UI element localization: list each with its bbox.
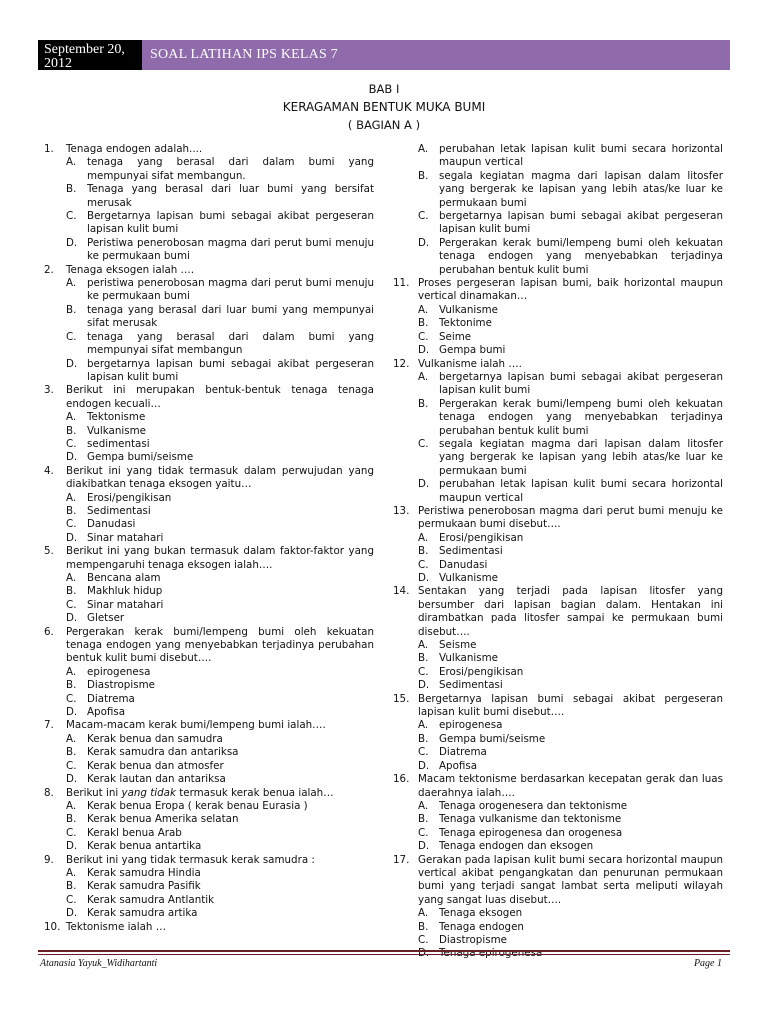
answer-option — [44, 773, 374, 786]
option-text: tenaga yang berasal dari dalam bumi yang mempunyai sifat membangun — [87, 330, 374, 357]
option-letter: B. — [66, 585, 77, 598]
option-text: Seime — [439, 330, 472, 343]
answer-option — [393, 478, 723, 505]
question-text: Berikut ini yang tidak termasuk kerak samudra : — [66, 853, 315, 866]
answer-option — [44, 438, 374, 451]
answer-option — [44, 894, 374, 907]
option-letter: B. — [66, 746, 77, 759]
option-text: Kerak lautan dan antariksa — [87, 773, 226, 786]
option-letter: A. — [66, 866, 77, 879]
footer-divider — [38, 950, 730, 952]
question-number: 4. — [44, 464, 54, 477]
option-letter: B. — [66, 679, 77, 692]
option-text: Tenaga endogen dan eksogen — [439, 840, 594, 853]
option-text: Makhluk hidup — [87, 585, 163, 598]
question-number: 5. — [44, 545, 54, 558]
option-text: epirogenesa — [87, 665, 151, 678]
option-text: Vulkanisme — [439, 652, 498, 665]
answer-option — [44, 492, 374, 505]
option-text: Tenaga vulkanisme dan tektonisme — [439, 813, 622, 826]
option-letter: D. — [66, 706, 78, 719]
part-label: ( BAGIAN A ) — [347, 118, 421, 132]
option-letter: D. — [66, 357, 78, 370]
option-letter: D. — [418, 679, 430, 692]
answer-option — [44, 331, 374, 358]
option-text: Erosi/pengikisan — [439, 665, 524, 678]
answer-option — [393, 210, 723, 237]
answer-option — [44, 277, 374, 304]
answer-option — [393, 840, 723, 853]
answer-option — [393, 921, 723, 934]
option-letter: A. — [66, 799, 77, 812]
option-text: Gletser — [87, 612, 125, 625]
answer-option — [393, 371, 723, 398]
question-text: Pergerakan kerak bumi/lempeng bumi oleh kekuatan tenaga endogen yang menyebabkan terjadinya perubahan bentuk kulit bumi disebut…. — [66, 625, 374, 665]
answer-option — [44, 156, 374, 183]
answer-option — [393, 746, 723, 759]
answer-option — [44, 451, 374, 464]
option-text: Tektonime — [439, 317, 492, 330]
option-text: Tenaga eksogen — [439, 907, 523, 920]
option-letter: A. — [66, 411, 77, 424]
question-item — [393, 693, 723, 720]
answer-option — [393, 344, 723, 357]
answer-option — [44, 840, 374, 853]
answer-option — [393, 532, 723, 545]
question-text: Tektonisme ialah … — [66, 920, 167, 933]
option-letter: C. — [418, 746, 429, 759]
right-column — [393, 143, 723, 961]
option-text: perubahan letak lapisan kulit bumi secara horizontal maupun vertical — [439, 478, 723, 504]
option-text: Kerak benua dan atmosfer — [87, 759, 224, 772]
option-letter: C. — [418, 826, 429, 839]
option-letter: C. — [418, 665, 429, 678]
option-text: epirogenesa — [439, 719, 503, 732]
question-item — [44, 921, 374, 934]
option-letter: C. — [66, 210, 77, 223]
question-item — [393, 505, 723, 532]
option-letter: C. — [418, 210, 429, 223]
option-text: Kerak benua Eropa ( kerak benau Eurasia ) — [87, 799, 308, 812]
answer-option — [393, 652, 723, 665]
option-text: bergetarnya lapisan bumi sebagai akibat pergeseran lapisan kulit bumi — [87, 357, 374, 383]
answer-option — [44, 304, 374, 331]
question-text: Tenaga eksogen ialah .… — [66, 263, 195, 276]
option-letter: A. — [418, 719, 429, 732]
answer-option — [393, 317, 723, 330]
question-text-emphasis: yang tidak — [121, 786, 176, 799]
option-text: Tenaga epirogenesa dan orogenesa — [439, 826, 623, 839]
option-letter: B. — [418, 397, 429, 410]
option-letter: A. — [66, 665, 77, 678]
option-letter: B. — [66, 880, 77, 893]
option-text: Erosi/pengikisan — [87, 491, 172, 504]
option-text: Danudasi — [87, 518, 136, 531]
answer-option — [44, 693, 374, 706]
option-text: Kerakl benua Arab — [87, 826, 182, 839]
question-item — [393, 773, 723, 800]
option-letter: B. — [418, 920, 429, 933]
answer-option — [44, 237, 374, 264]
answer-option — [44, 518, 374, 531]
footer-author: Atanasia Yayuk_Widihartanti — [40, 958, 158, 969]
option-letter: D. — [418, 572, 430, 584]
option-letter: C. — [418, 558, 429, 571]
option-text: Apofisa — [439, 759, 478, 772]
question-number: 3. — [44, 384, 54, 397]
option-letter: B. — [66, 813, 77, 826]
option-text: Seisme — [439, 639, 477, 652]
option-text: Kerak samudra Pasifik — [87, 880, 201, 893]
option-text: Apofisa — [87, 706, 126, 719]
option-letter: A. — [66, 572, 77, 584]
option-letter: C. — [66, 759, 77, 772]
option-letter: D. — [66, 773, 78, 786]
option-text: sedimentasi — [87, 437, 150, 450]
option-letter: D. — [418, 759, 430, 772]
question-text: Gerakan pada lapisan kulit bumi secara horizontal maupun vertical akibat pengangkatan dan penurunan permukaan bumi yang terjadi sangat lambat serta meliputi wilayah yang sangat luas disebut…. — [418, 853, 723, 906]
option-letter: A. — [418, 639, 429, 652]
answer-option — [393, 331, 723, 344]
option-letter: B. — [418, 169, 429, 182]
question-item — [393, 277, 723, 304]
option-text: Kerak benua Amerika selatan — [87, 813, 239, 826]
option-letter: D. — [66, 907, 78, 920]
option-letter: C. — [418, 437, 429, 450]
question-text: Peristiwa penerobosan magma dari perut bumi menuju ke permukaan bumi disebut…. — [418, 504, 723, 531]
option-text: Tektonisme — [87, 411, 146, 424]
question-number: 10. — [44, 920, 61, 933]
answer-option — [393, 827, 723, 840]
option-letter: C. — [66, 437, 77, 450]
option-letter: A. — [418, 143, 429, 155]
answer-option — [44, 800, 374, 813]
question-item — [44, 465, 374, 492]
option-text: Diatrema — [87, 692, 135, 705]
option-letter: B. — [418, 545, 429, 558]
question-item — [44, 854, 374, 867]
option-letter: C. — [66, 330, 77, 343]
question-item — [44, 264, 374, 277]
answer-option — [44, 666, 374, 679]
question-number: 13. — [393, 504, 410, 517]
answer-option — [393, 666, 723, 679]
option-text: Kerak benua dan samudra — [87, 732, 223, 745]
question-text: Berikut ini merupakan bentuk-bentuk tenaga tenaga endogen kecuali… — [66, 384, 374, 410]
answer-option — [44, 907, 374, 920]
option-letter: A. — [66, 156, 77, 169]
answer-option — [393, 237, 723, 277]
option-letter: B. — [66, 504, 77, 517]
answer-option — [393, 398, 723, 438]
answer-option — [393, 907, 723, 920]
option-text: Gempa bumi — [439, 344, 506, 357]
footer-page-number: Page 1 — [693, 958, 722, 969]
option-letter: A. — [418, 370, 429, 383]
question-number: 6. — [44, 625, 54, 638]
answer-option — [393, 760, 723, 773]
option-text: Peristiwa penerobosan magma dari perut bumi menuju ke permukaan bumi — [87, 236, 374, 263]
question-number: 15. — [393, 692, 410, 705]
header-date: September 20, 2012 — [38, 40, 142, 70]
question-text: Berikut ini yang tidak termasuk dalam perwujudan yang diakibatkan tenaga eksogen yaitu… — [66, 464, 374, 491]
question-number: 14. — [393, 585, 410, 598]
question-text-part: termasuk kerak benua ialah… — [175, 786, 334, 799]
option-letter: B. — [66, 424, 77, 437]
question-text: Vulkanisme ialah …. — [418, 357, 522, 370]
answer-option — [393, 733, 723, 746]
question-number: 7. — [44, 719, 54, 732]
option-letter: C. — [418, 933, 429, 946]
option-letter: C. — [66, 893, 77, 906]
option-text: Sinar matahari — [87, 531, 164, 544]
question-item — [393, 585, 723, 639]
answer-option — [44, 733, 374, 746]
answer-option — [44, 532, 374, 545]
option-text: Tenaga orogenesera dan tektonisme — [439, 799, 628, 812]
answer-option — [44, 572, 374, 585]
answer-option — [44, 706, 374, 719]
question-item — [44, 384, 374, 411]
question-number: 1. — [44, 143, 54, 155]
option-letter: A. — [418, 799, 429, 812]
option-text: Pergerakan kerak bumi/lempeng bumi oleh kekuatan tenaga endogen yang menyebabkan terjadinya perubahan bentuk kulit bumi — [439, 397, 723, 437]
question-item — [44, 719, 374, 732]
option-text: Sedimentasi — [439, 679, 503, 692]
option-letter: B. — [418, 813, 429, 826]
question-text-part: Berikut ini — [66, 786, 122, 799]
answer-option — [44, 210, 374, 237]
answer-option — [393, 934, 723, 947]
answer-option — [393, 170, 723, 210]
option-text: Bencana alam — [87, 572, 161, 584]
question-item — [44, 787, 374, 800]
option-text: Tenaga yang berasal dari luar bumi yang bersifat merusak — [87, 183, 374, 209]
option-text: tenaga yang berasal dari dalam bumi yang mempunyai sifat membangun. — [87, 156, 374, 182]
answer-option — [44, 813, 374, 826]
question-item — [44, 143, 374, 156]
answer-option — [44, 358, 374, 385]
question-number: 11. — [393, 277, 410, 290]
answer-option — [393, 800, 723, 813]
answer-option — [44, 183, 374, 210]
question-text: Macam tektonisme berdasarkan kecepatan gerak dan luas daerahnya ialah…. — [418, 773, 723, 799]
question-item — [393, 358, 723, 371]
option-text: tenaga yang berasal dari luar bumi yang mempunyai sifat merusak — [87, 303, 374, 330]
option-letter: C. — [418, 330, 429, 343]
option-text: Kerak samudra Hindia — [87, 866, 201, 879]
option-text: Kerak samudra dan antariksa — [87, 746, 239, 759]
question-text — [66, 787, 374, 800]
option-text: Sedimentasi — [439, 545, 503, 558]
answer-option — [393, 559, 723, 572]
option-text: Diatrema — [439, 746, 487, 759]
answer-option — [44, 425, 374, 438]
question-item — [393, 854, 723, 908]
option-text: Pergerakan kerak bumi/lempeng bumi oleh kekuatan tenaga endogen yang menyebabkan terjadinya perubahan bentuk kulit bumi — [439, 236, 723, 276]
answer-option — [44, 880, 374, 893]
question-number: 16. — [393, 773, 410, 786]
option-text: perubahan letak lapisan kulit bumi secara horizontal maupun vertical — [439, 143, 723, 169]
option-letter: A. — [418, 303, 429, 316]
question-text: Macam-macam kerak bumi/lempeng bumi ialah…. — [66, 719, 326, 732]
chapter-label: BAB I — [368, 82, 400, 96]
question-number: 2. — [44, 263, 54, 276]
option-letter: B. — [418, 732, 429, 745]
option-letter: D. — [66, 612, 78, 625]
option-text: Vulkanisme — [439, 303, 498, 316]
answer-option — [44, 505, 374, 518]
answer-option — [393, 639, 723, 652]
option-text: Diastropisme — [439, 933, 507, 946]
option-letter: A. — [418, 907, 429, 920]
option-letter: A. — [66, 277, 77, 290]
option-text: bergetarnya lapisan bumi sebagai akibat pergeseran lapisan kulit bumi — [439, 370, 723, 397]
option-letter: D. — [418, 236, 430, 249]
question-item — [44, 626, 374, 666]
option-text: peristiwa penerobosan magma dari perut bumi menuju ke permukaan bumi — [87, 277, 374, 303]
question-text: Bergetarnya lapisan bumi sebagai akibat pergeseran lapisan kulit bumi disebut…. — [418, 692, 723, 719]
answer-option — [393, 545, 723, 558]
option-text: Sedimentasi — [87, 504, 151, 517]
option-letter: C. — [66, 598, 77, 611]
option-text: Danudasi — [439, 558, 488, 571]
option-text: Diastropisme — [87, 679, 155, 692]
option-letter: D. — [66, 236, 78, 249]
option-text: Kerak samudra artika — [87, 907, 198, 920]
option-text: Sinar matahari — [87, 598, 164, 611]
option-text: Erosi/pengikisan — [439, 531, 524, 544]
question-text: Berikut ini yang bukan termasuk dalam faktor-faktor yang mempengaruhi tenaga eksogen ialah…. — [66, 545, 374, 571]
question-number: 17. — [393, 853, 410, 866]
option-letter: B. — [66, 303, 77, 316]
question-number: 12. — [393, 357, 410, 370]
option-letter: D. — [418, 478, 430, 491]
topic-title: KERAGAMAN BENTUK MUKA BUMI — [282, 100, 486, 114]
option-letter: D. — [66, 840, 78, 853]
option-text: Vulkanisme — [87, 424, 146, 437]
question-text: Sentakan yang terjadi pada lapisan litosfer yang bersumber dari lapisan bagian dalam. Hentakan ini dirambatkan pada litosfer sampai ke permukaan bumi disebut…. — [418, 585, 723, 638]
option-letter: C. — [66, 826, 77, 839]
option-letter: D. — [418, 344, 430, 357]
question-text: Tenaga endogen adalah.... — [66, 143, 203, 155]
question-text: Proses pergeseran lapisan bumi, baik horizontal maupun vertical dinamakan… — [418, 277, 723, 303]
option-letter: A. — [66, 491, 77, 504]
answer-option — [44, 867, 374, 880]
option-text: Gempa bumi/seisme — [87, 451, 194, 464]
option-letter: D. — [66, 531, 78, 544]
option-text: Kerak samudra Antlantik — [87, 893, 215, 906]
option-text: Vulkanisme — [439, 572, 498, 584]
answer-option — [393, 143, 723, 170]
option-letter: D. — [66, 451, 78, 464]
option-letter: C. — [66, 692, 77, 705]
left-column — [44, 143, 374, 934]
option-text: segala kegiatan magma dari lapisan dalam litosfer yang bergerak ke lapisan yang lebih atas/ke luar ke permukaan bumi — [439, 169, 723, 209]
answer-option — [44, 411, 374, 424]
question-item — [44, 545, 374, 572]
header-title: SOAL LATIHAN IPS KELAS 7 — [142, 40, 730, 70]
answer-option — [44, 612, 374, 625]
option-text: Gempa bumi/seisme — [439, 732, 546, 745]
answer-option — [44, 827, 374, 840]
answer-option — [393, 572, 723, 585]
answer-option — [393, 679, 723, 692]
footer-divider-thin — [38, 954, 730, 955]
answer-option — [44, 760, 374, 773]
answer-option — [44, 746, 374, 759]
option-text: Bergetarnya lapisan bumi sebagai akibat pergeseran lapisan kulit bumi — [87, 210, 374, 236]
option-text: segala kegiatan magma dari lapisan dalam litosfer yang bergerak ke lapisan yang lebih atas/ke luar ke permukaan bumi — [439, 437, 723, 477]
option-letter: B. — [66, 183, 77, 196]
option-letter: D. — [418, 840, 430, 853]
answer-option — [393, 719, 723, 732]
answer-option — [393, 438, 723, 478]
option-letter: B. — [418, 652, 429, 665]
option-text: bergetarnya lapisan bumi sebagai akibat pergeseran lapisan kulit bumi — [439, 210, 723, 236]
answer-option — [44, 585, 374, 598]
option-text: Tenaga endogen — [439, 920, 524, 933]
option-letter: A. — [418, 531, 429, 544]
answer-option — [44, 599, 374, 612]
option-letter: A. — [66, 732, 77, 745]
question-number: 9. — [44, 853, 54, 866]
answer-option — [393, 813, 723, 826]
question-number: 8. — [44, 786, 54, 799]
answer-option — [393, 304, 723, 317]
option-letter: B. — [418, 317, 429, 330]
option-text: Kerak benua antartika — [87, 840, 202, 853]
option-letter: C. — [66, 518, 77, 531]
answer-option — [44, 679, 374, 692]
